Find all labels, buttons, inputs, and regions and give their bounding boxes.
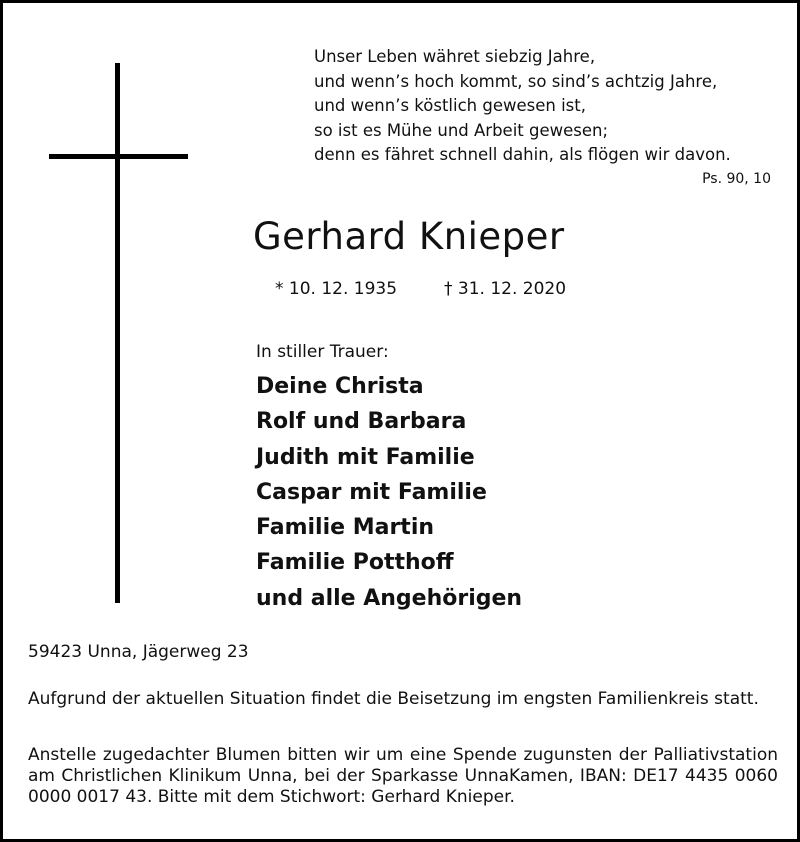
psalm-quote: [314, 45, 784, 168]
death-date: † 31. 12. 2020: [444, 279, 567, 299]
mourner-name: Deine Christa: [256, 374, 424, 399]
mourner-name: Caspar mit Familie: [256, 479, 487, 505]
psalm-line: so ist es Mühe und Arbeit gewesen;: [314, 120, 609, 140]
family-address: 59423 Unna, Jägerweg 23: [28, 642, 249, 662]
psalm-source: Ps. 90, 10: [702, 171, 771, 187]
psalm-line: und wenn’s köstlich gewesen ist,: [314, 96, 586, 116]
burial-notice: Aufgrund der aktuellen Situation findet die Beisetzung im engsten Familienkreis statt.: [28, 689, 759, 709]
psalm-line: Unser Leben währet siebzig Jahre,: [314, 47, 596, 66]
deceased-name: Gerhard Knieper: [253, 215, 565, 258]
mourning-label: In stiller Trauer:: [256, 342, 389, 362]
psalm-line: und wenn’s hoch kommt, so sind’s achtzig Jahre,: [314, 71, 718, 91]
mourner-name: Familie Potthoff: [256, 550, 454, 576]
mourners-list: [256, 369, 522, 616]
psalm-line: denn es fähret schnell dahin, als flögen wir davon.: [314, 145, 731, 165]
mourner-name: Familie Martin: [256, 515, 435, 541]
mourner-name: Rolf und Barbara: [256, 409, 467, 435]
cross-icon-bar: [49, 154, 188, 159]
mourner-name: und alle Angehörigen: [256, 585, 523, 611]
cross-icon: [115, 63, 120, 603]
donation-notice: Anstelle zugedachter Blumen bitten wir um eine Spende zugunsten der Palliativstation am Christlichen Klinikum Unna, bei der Sparkasse UnnaKamen, IBAN: DE17 4435 0060 0000 0017 43. Bitte mit dem Stichwort: Gerhard Knieper.: [28, 745, 778, 807]
mourner-name: Judith mit Familie: [256, 444, 475, 470]
birth-date: * 10. 12. 1935: [275, 279, 398, 299]
